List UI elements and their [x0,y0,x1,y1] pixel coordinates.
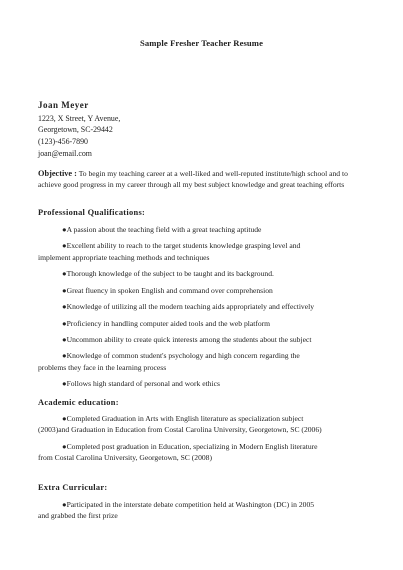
list-item [38,441,372,463]
list-item [62,285,372,296]
list-item [62,318,372,329]
list-item-text: ●Completed post graduation in Education, specializing in Modern English literature [62,442,318,452]
list-item-continuation: problems they face in the learning process [38,362,167,372]
education-heading: Academic education: [38,398,119,407]
email-address: joan@email.com [38,148,92,158]
list-item [62,268,372,279]
address-line-1: 1223, X Street, Y Avenue, [38,113,121,123]
list-item [62,224,372,235]
list-item-continuation: and grabbed the first prize [38,511,118,521]
list-item-text: ●Proficiency in handling computer aided tools and the web platform [62,318,271,328]
objective-text: To begin my teaching career at a well-liked and well-reputed institute/high school and to achieve good progress in my career through all my best subject knowledge and great teaching efforts [38,169,348,190]
list-item [62,334,372,345]
candidate-name: Joan Meyer [38,100,89,110]
document-title: Sample Fresher Teacher Resume [140,38,263,48]
address-line-2: Georgetown, SC-29442 [38,125,113,135]
phone-number: (123)-456-7890 [38,137,88,147]
list-item-text: ●Participated in the interstate debate competition held at Washington (DC) in 2005 [62,500,315,509]
list-item-text: ●Excellent ability to reach to the target students knowledge grasping level and [62,241,301,251]
extra-curricular-heading: Extra Curricular: [38,483,108,492]
list-item-continuation: implement appropriate teaching methods and techniques [38,252,210,262]
qualifications-list [38,224,372,395]
education-list [38,413,372,469]
qualifications-heading: Professional Qualifications: [38,208,146,217]
objective-section [38,168,368,191]
contact-block [38,100,120,160]
list-item-text: ●Great fluency in spoken English and command over comprehension [62,285,273,295]
list-item-text: ●Follows high standard of personal and work ethics [62,379,220,389]
objective-label: Objective : [38,169,77,178]
list-item-text: ●Uncommon ability to create quick interests among the students about the subject [62,335,312,344]
list-item-continuation: (2003)and Graduation in Education from Costal Carolina University, Georgetown, SC (2006) [38,425,322,435]
list-item-text: ●A passion about the teaching field with a great teaching aptitude [62,225,262,234]
extra-curricular-list [38,499,372,521]
list-item [38,240,372,262]
list-item-text: ●Knowledge of common student's psychology and high concern regarding the [62,351,300,361]
list-item-text: ●Knowledge of utilizing all the modern teaching aids appropriately and effectively [62,302,315,312]
list-item [38,350,372,372]
list-item [62,301,372,312]
list-item [38,499,372,521]
list-item-continuation: from Costal Carolina University, Georgetown, SC (2008) [38,453,212,463]
list-item [62,378,372,389]
list-item-text: ●Completed Graduation in Arts with English literature as specialization subject [62,414,304,423]
list-item [38,413,372,435]
list-item-text: ●Thorough knowledge of the subject to be taught and its background. [62,269,274,279]
